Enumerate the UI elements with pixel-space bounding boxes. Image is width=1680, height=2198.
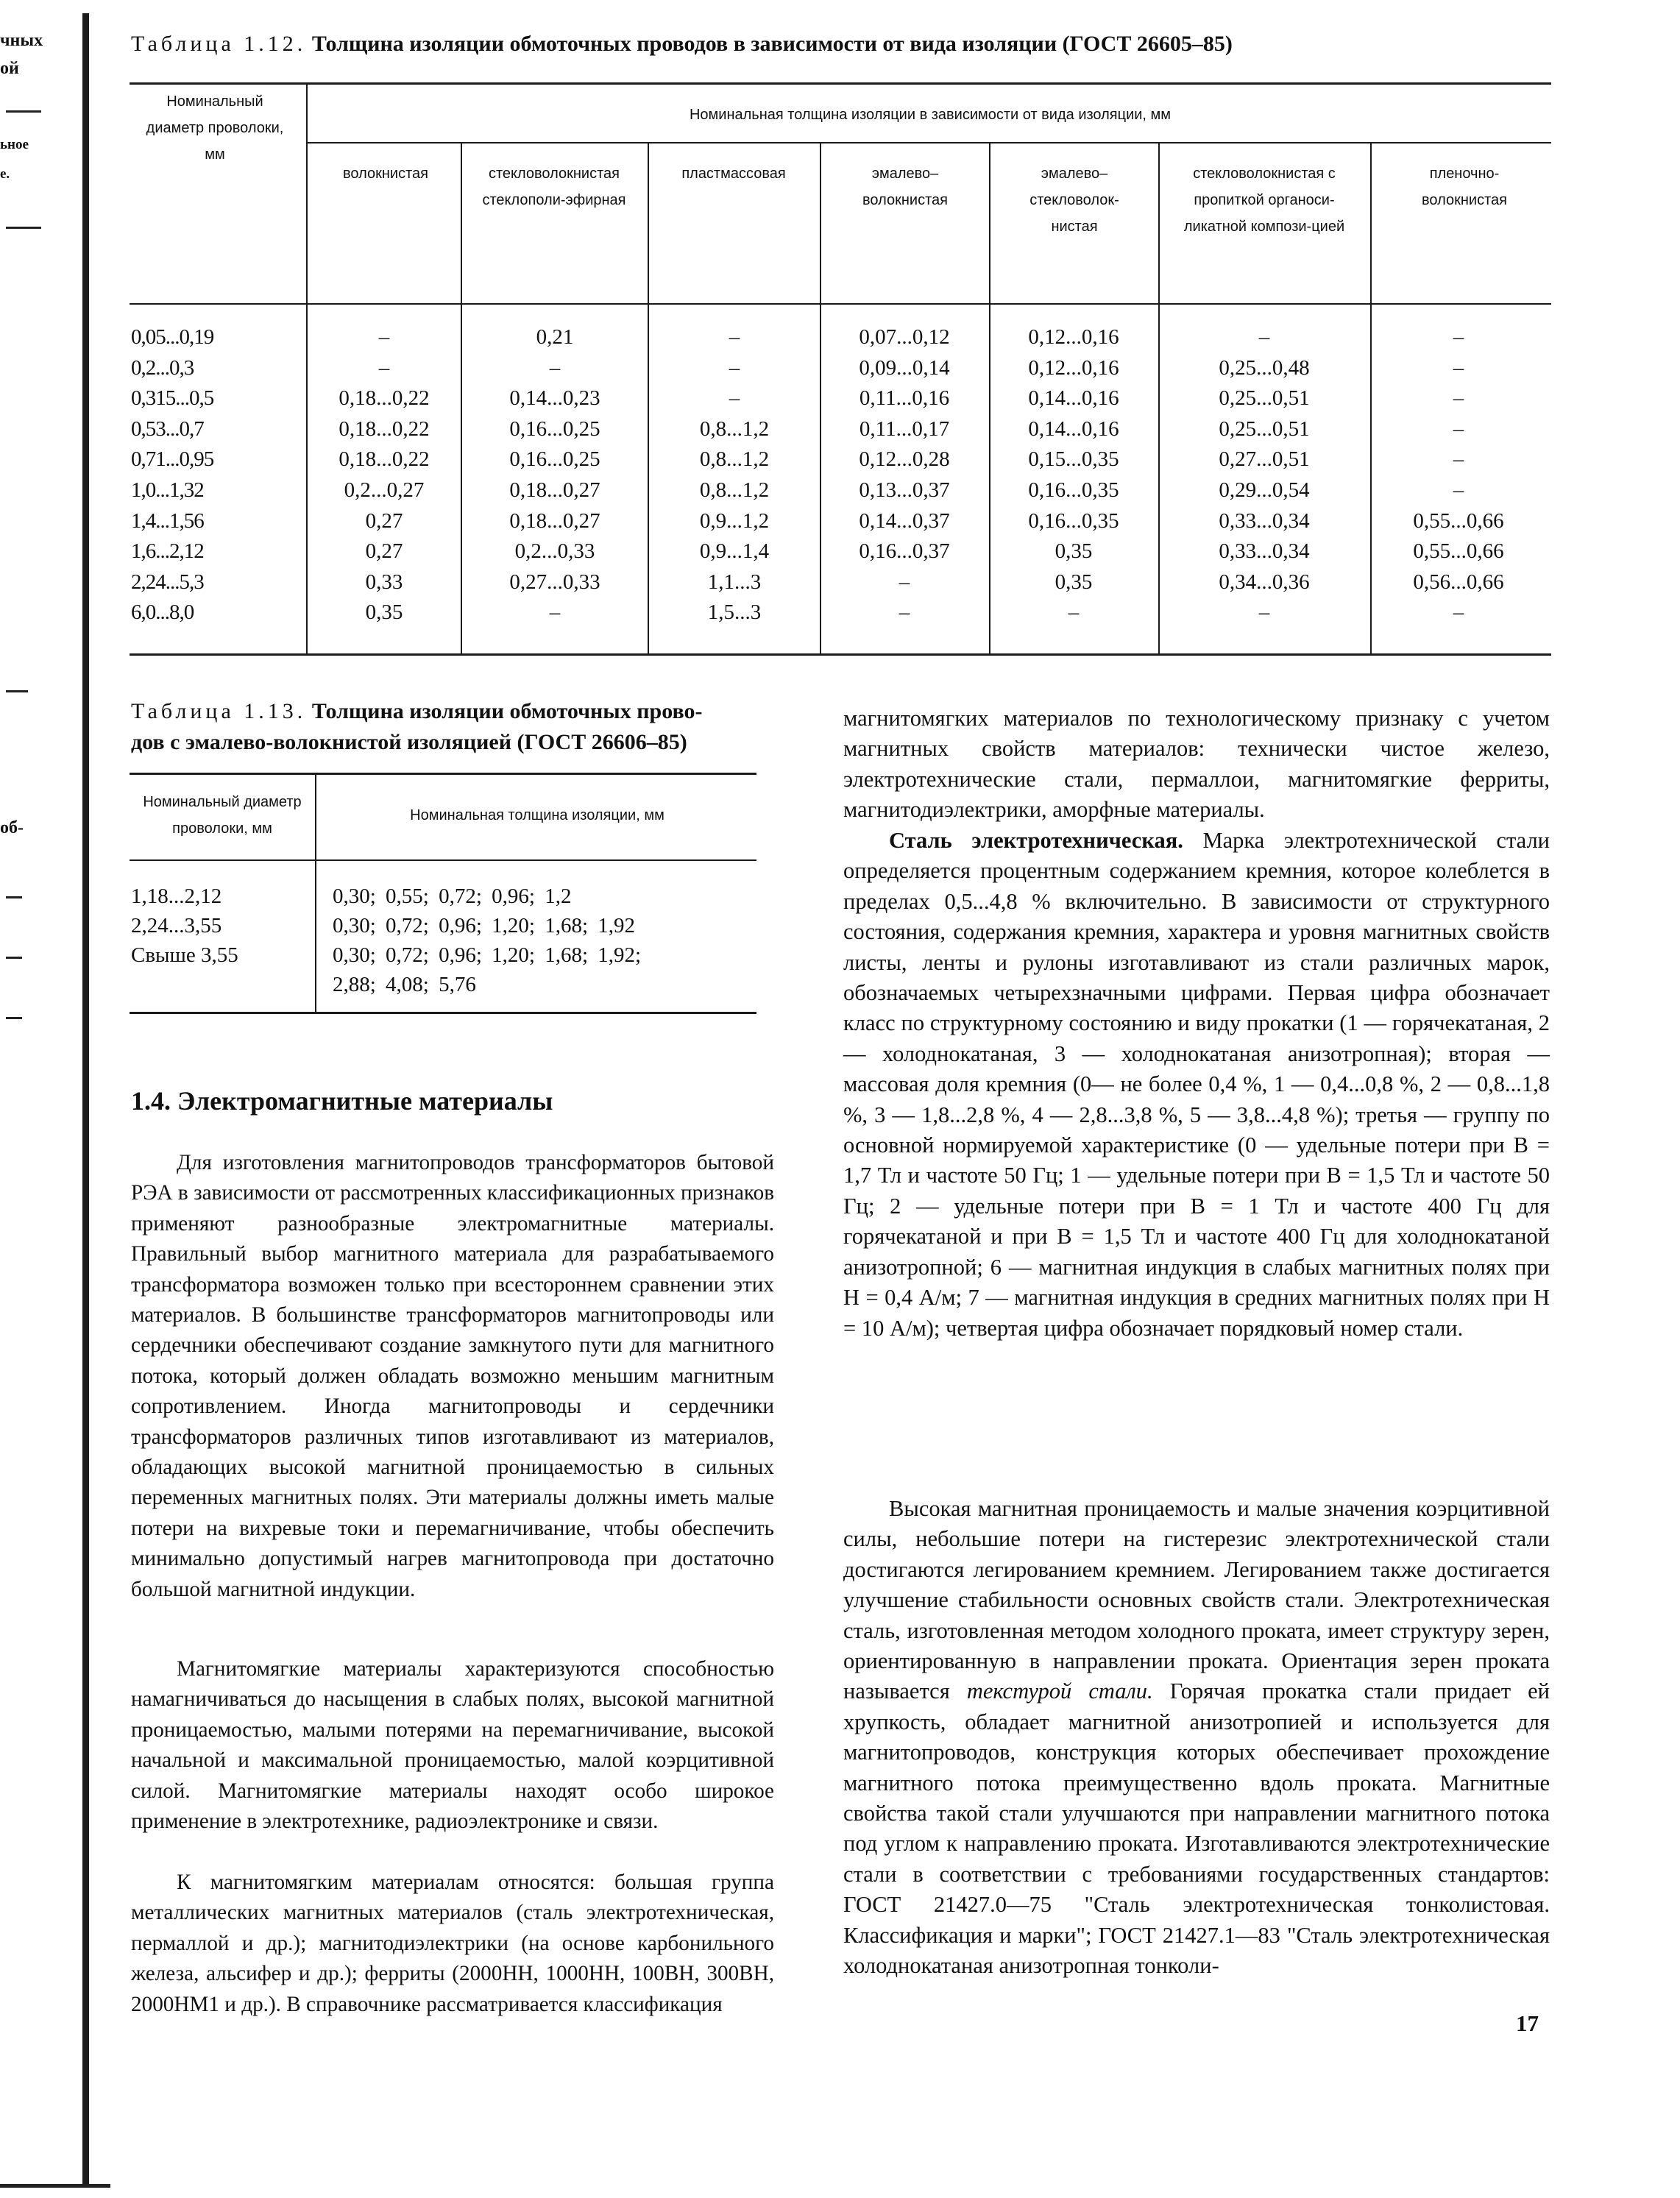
header-col-plastic: пластмассовая <box>681 166 786 182</box>
margin-dash <box>6 896 22 898</box>
table-cell: 0,55...0,66 <box>1413 508 1504 533</box>
left-paragraph-2: Магнитомягкие материалы характеризуются способностью намагничиваться до насыщения в слабых полях, высокой магнитной проницаемостью, малыми потерями на перемагничивание, высокой начальной и максимальной проницаемостью, малой коэрцитивной силой. Магнитомягкие материалы находят особо широкое применение в электротехнике, радиоэлектронике и связи. <box>131 1657 774 1834</box>
table-cell: 1,1...3 <box>707 570 762 594</box>
table-rule-group <box>306 142 1551 143</box>
page-number: 17 <box>1516 2010 1539 2036</box>
table-cell: 0,55...0,66 <box>1413 539 1504 564</box>
right-paragraph-2: Сталь электротехническая. Марка электротехнической стали определяется процентным содержанием кремния, которое колеблется в пределах 0,5...4,8 % включительно. В зависимости от структурного состояния, содержания кремния, характера и уровня магнитных свойств листы, ленты и рулоны изготавливают из стали различных марок, обозначаемых четырехзначными цифрами. Первая цифра обозначает класс по структурному состоянию и виду прокатки (1 — горячекатаная, 2 — холоднокатаная, 3 — холоднокатаная анизотропная); вторая — массовая доля кремния (0— не более 0,4 %, 1 — 0,4...0,8 %, 2 — 0,8...1,8 %, 3 — 1,8...2,8 %, 4 — 2,8...3,8 %, 5 — 3,8...4,8 %); третья — группу по основной нормируемой характеристике (0 — удельные потери при B = 1,7 Тл и частоте 50 Гц; 1 — удельные потери при B = 1,5 Тл и частоте 50 Гц; 2 — удельные потери при B = 1 Тл и частоте 400 Гц для горячекатаной и при B = 1,5 Тл и частоте 400 Гц для холоднокатаной анизотропной; 6 — магнитная индукция в слабых магнитных полях при H = 0,4 А/м; 7 — магнитная индукция в средних магнитных полях при H = 10 А/м); четвертая цифра обозначает порядковый номер стали. <box>843 828 1550 1341</box>
caption-label: Таблица 1.13. <box>131 699 307 723</box>
table-cell: 0,16...0,37 <box>859 539 950 564</box>
margin-dash <box>6 690 28 692</box>
table-cell-diameter: 6,0...8,0 <box>131 600 194 625</box>
table-cell-diameter: 0,2...0,3 <box>131 355 194 380</box>
table-rule-top <box>130 82 1551 85</box>
table-cell: – <box>378 325 390 349</box>
table-cell-values: 0,30; 0,55; 0,72; 0,96; 1,2 <box>333 884 572 908</box>
table-cell: 0,35 <box>1055 570 1093 594</box>
header-col-fiber: волокнистая <box>343 166 428 182</box>
table-cell: 0,13...0,37 <box>859 478 950 502</box>
header-group: Номинальная толщина изоляции в зависимости от вида изоляции, мм <box>689 107 1172 123</box>
table-cell: 0,12...0,16 <box>1028 325 1119 349</box>
header-col-film-fiber: пленочно-волокнистая <box>1422 166 1507 208</box>
table-cell-diameter: 1,0...1,32 <box>131 478 204 502</box>
caption-title: дов с эмалево-волокнистой изоляцией (ГОСТ 26606–85) <box>131 730 687 754</box>
table-cell: 0,2...0,33 <box>514 539 595 564</box>
margin-fragment: ьное <box>0 137 29 152</box>
table-cell: – <box>1068 600 1080 625</box>
margin-dash <box>6 1017 22 1019</box>
table-cell: 0,18...0,27 <box>509 478 600 502</box>
table-cell: 0,27...0,51 <box>1219 447 1310 472</box>
margin-fragment: чных <box>0 31 43 50</box>
table-cell-diameter: 2,24...3,55 <box>131 914 222 937</box>
table-cell: 1,5...3 <box>707 600 762 625</box>
table-vline <box>306 82 308 653</box>
table-rule-bottom <box>130 1012 756 1014</box>
table-rule-bottom <box>130 653 1551 656</box>
table-cell: 0,9...1,2 <box>699 508 770 533</box>
table-cell-diameter: 0,53...0,7 <box>131 416 204 441</box>
table-cell: 0,33...0,34 <box>1219 508 1310 533</box>
table-rule-header <box>130 303 1551 305</box>
table-cell: 0,34...0,36 <box>1219 570 1310 594</box>
table-cell: – <box>1453 386 1464 411</box>
page-binding-edge <box>82 13 89 2184</box>
header-col-enamel-glass: эмалево–стекловолок-нистая <box>1029 166 1119 235</box>
header-diameter: Номинальный диаметр проволоки, мм <box>143 794 302 837</box>
table-cell: – <box>1453 355 1464 380</box>
bottom-rule <box>0 2184 110 2188</box>
table-cell: 0,16...0,25 <box>509 447 600 472</box>
table-cell: – <box>1453 447 1464 472</box>
table-cell: 0,33...0,34 <box>1219 539 1310 564</box>
left-paragraph-1: Для изготовления магнитопроводов трансформаторов бытовой РЭА в зависимости от рассмотренных классификационных признаков применяют разнообразные электромагнитные материалы. Правильный выбор магнитного материала для разрабатываемого трансформатора возможен только при всестороннем сравнении этих материалов. В большинстве трансформаторов магнитопроводы или сердечники обеспечивают создание замкнутого пути для магнитного потока, который должен обладать возможно меньшим магнитным сопротивлением. Иногда магнитопроводы и сердечники трансформаторов различных типов изготавливают из материалов, обладающих высокой магнитной проницаемостью в сильных переменных магнитных полях. Эти материалы должны иметь малые потери на вихревые токи и перемагничивание, чтобы обеспечить минимально допустимый нагрев магнитопровода при достаточно большой магнитной индукции. <box>131 1151 774 1601</box>
table-cell: – <box>1258 325 1270 349</box>
table-cell: – <box>729 355 740 380</box>
table-cell: – <box>899 600 910 625</box>
table-cell: – <box>549 355 561 380</box>
table-cell: 0,14...0,23 <box>509 386 600 411</box>
header-col-enamel-fiber: эмалево–волокнистая <box>862 166 948 208</box>
table-cell: 0,14...0,37 <box>859 508 950 533</box>
table-cell-values: 2,88; 4,08; 5,76 <box>333 973 476 996</box>
table-cell-diameter: 0,315...0,5 <box>131 386 214 411</box>
table-cell: 0,35 <box>365 600 403 625</box>
table-cell: 0,29...0,54 <box>1219 478 1310 502</box>
table-cell-diameter: 1,18...2,12 <box>131 884 222 908</box>
table-cell: – <box>549 600 561 625</box>
right-paragraph-3: Высокая магнитная проницаемость и малые значения коэрцитивной силы, небольшие потери на гистерезис электротехнической стали достигаются легированием кремнием. Легированием также достигается улучшение стабильности основных свойств стали. Электротехническая сталь, изготовленная методом холодного проката, имеет структуру зерен, ориентированную в направлении проката. Ориентация зерен проката называется текстурой стали. Горячая прокатка стали придает ей хрупкость, обладает магнитной анизотропией и используется для магнитопроводов, конструкция которых обеспечивает прохождение магнитного потока преимущественно вдоль проката. Магнитные свойства такой стали улучшаются при направлении магнитного потока под углом к направлению проката. Изготавливаются электротехнические стали в соответствии с требованиями государственных стандартов: ГОСТ 21427.0—75 "Сталь электротехническая тонколистовая. Классификация и марки"; ГОСТ 21427.1—83 "Сталь электротехническая холоднокатаная анизотропная тонколи- <box>843 1496 1550 1979</box>
margin-dash <box>6 227 41 229</box>
margin-fragment: об- <box>0 818 24 837</box>
table-cell: 0,14...0,16 <box>1028 416 1119 441</box>
table-cell: 0,25...0,51 <box>1219 386 1310 411</box>
left-paragraph-3: К магнитомягким материалам относятся: большая группа металлических магнитных материалов (сталь электротехническая, пермаллой и др.); магнитодиэлектрики (на основе карбонильного железа, альсифер и др.); ферриты (2000НН, 1000НН, 100ВН, 300ВН, 2000НМ1 и др.). В справочнике рассматривается классификация <box>131 1871 774 2016</box>
table-vline <box>648 143 649 653</box>
table-cell: 0,25...0,48 <box>1219 355 1310 380</box>
table-cell: 0,18...0,22 <box>339 416 430 441</box>
table-cell-values: 0,30; 0,72; 0,96; 1,20; 1,68; 1,92; <box>333 943 642 967</box>
table-cell: 0,12...0,16 <box>1028 355 1119 380</box>
margin-fragment: е. <box>0 166 10 182</box>
table-cell: 0,11...0,16 <box>859 386 950 411</box>
right-paragraph-1: магнитомягких материалов по технологическому признаку с учетом магнитных свойств материалов: технически чистое железо, электротехнические стали, пермаллои, магнитомягкие ферриты, магнитодиэлектрики, аморфные материалы. <box>843 706 1550 823</box>
caption-title: Толщина изоляции обмоточных проводов в зависимости от вида изоляции (ГОСТ 26605–85) <box>311 32 1233 56</box>
table-cell: 0,07...0,12 <box>859 325 950 349</box>
table-1-13-caption <box>131 696 771 758</box>
table-cell: 0,18...0,22 <box>339 447 430 472</box>
table-cell: 0,8...1,2 <box>699 416 770 441</box>
table-cell: 0,14...0,16 <box>1028 386 1119 411</box>
table-cell: – <box>729 325 740 349</box>
table-cell-diameter: Свыше 3,55 <box>131 943 238 967</box>
table-cell: 0,09...0,14 <box>859 355 950 380</box>
table-cell: – <box>1258 600 1270 625</box>
section-heading: 1.4. Электромагнитные материалы <box>131 1086 553 1116</box>
table-cell: 0,27 <box>365 508 403 533</box>
table-cell: 0,2...0,27 <box>344 478 425 502</box>
table-cell: 0,16...0,25 <box>509 416 600 441</box>
table-rule-header <box>130 859 756 861</box>
table-cell: 0,15...0,35 <box>1028 447 1119 472</box>
table-cell: 0,27...0,33 <box>509 570 600 594</box>
table-rule-top <box>130 773 756 775</box>
table-cell: – <box>378 355 390 380</box>
table-cell: 0,12...0,28 <box>859 447 950 472</box>
table-cell: – <box>1453 325 1464 349</box>
table-cell: 0,35 <box>1055 539 1093 564</box>
caption-title: Толщина изоляции обмоточных прово- <box>311 699 703 723</box>
table-cell-diameter: 2,24...5,3 <box>131 570 204 594</box>
table-cell: 0,18...0,27 <box>509 508 600 533</box>
table-cell-diameter: 0,71...0,95 <box>131 447 214 472</box>
table-cell: – <box>1453 600 1464 625</box>
table-cell: 0,9...1,4 <box>699 539 770 564</box>
table-cell: 0,16...0,35 <box>1028 508 1119 533</box>
margin-dash <box>6 957 22 959</box>
table-cell-diameter: 1,6...2,12 <box>131 539 204 564</box>
table-cell: – <box>899 570 910 594</box>
header-col-glass-polyester: стекловолокнистая стеклополи-эфирная <box>482 166 626 208</box>
table-cell-diameter: 0,05...0,19 <box>131 325 214 349</box>
table-cell: 0,16...0,35 <box>1028 478 1119 502</box>
table-cell: – <box>1453 478 1464 502</box>
table-vline <box>461 143 462 653</box>
table-cell: 0,8...1,2 <box>699 447 770 472</box>
caption-label: Таблица 1.12. <box>131 32 307 56</box>
table-cell-diameter: 1,4...1,56 <box>131 508 204 533</box>
table-cell: 0,11...0,17 <box>859 416 950 441</box>
header-diameter: Номинальный диаметр проволоки, мм <box>146 93 284 163</box>
table-cell: 0,21 <box>536 325 574 349</box>
table-cell: 0,8...1,2 <box>699 478 770 502</box>
table-cell: – <box>729 386 740 411</box>
table-cell: 0,27 <box>365 539 403 564</box>
table-cell: 0,18...0,22 <box>339 386 430 411</box>
table-cell: 0,56...0,66 <box>1413 570 1504 594</box>
table-cell: 0,33 <box>365 570 403 594</box>
header-thickness: Номинальная толщина изоляции, мм <box>410 807 664 823</box>
term-texture: текстурой стали. <box>966 1678 1153 1704</box>
margin-dash <box>6 110 41 113</box>
table-cell: 0,25...0,51 <box>1219 416 1310 441</box>
table-cell-values: 0,30; 0,72; 0,96; 1,20; 1,68; 1,92 <box>333 914 636 937</box>
table-1-12-caption <box>131 29 1233 59</box>
term-electrical-steel: Сталь электротехническая. <box>889 828 1183 853</box>
margin-fragment: ой <box>0 59 19 78</box>
table-cell: – <box>1453 416 1464 441</box>
header-col-glass-impregnated: стекловолокнистая с пропиткой органоси-ликатной компози-цией <box>1183 166 1345 235</box>
